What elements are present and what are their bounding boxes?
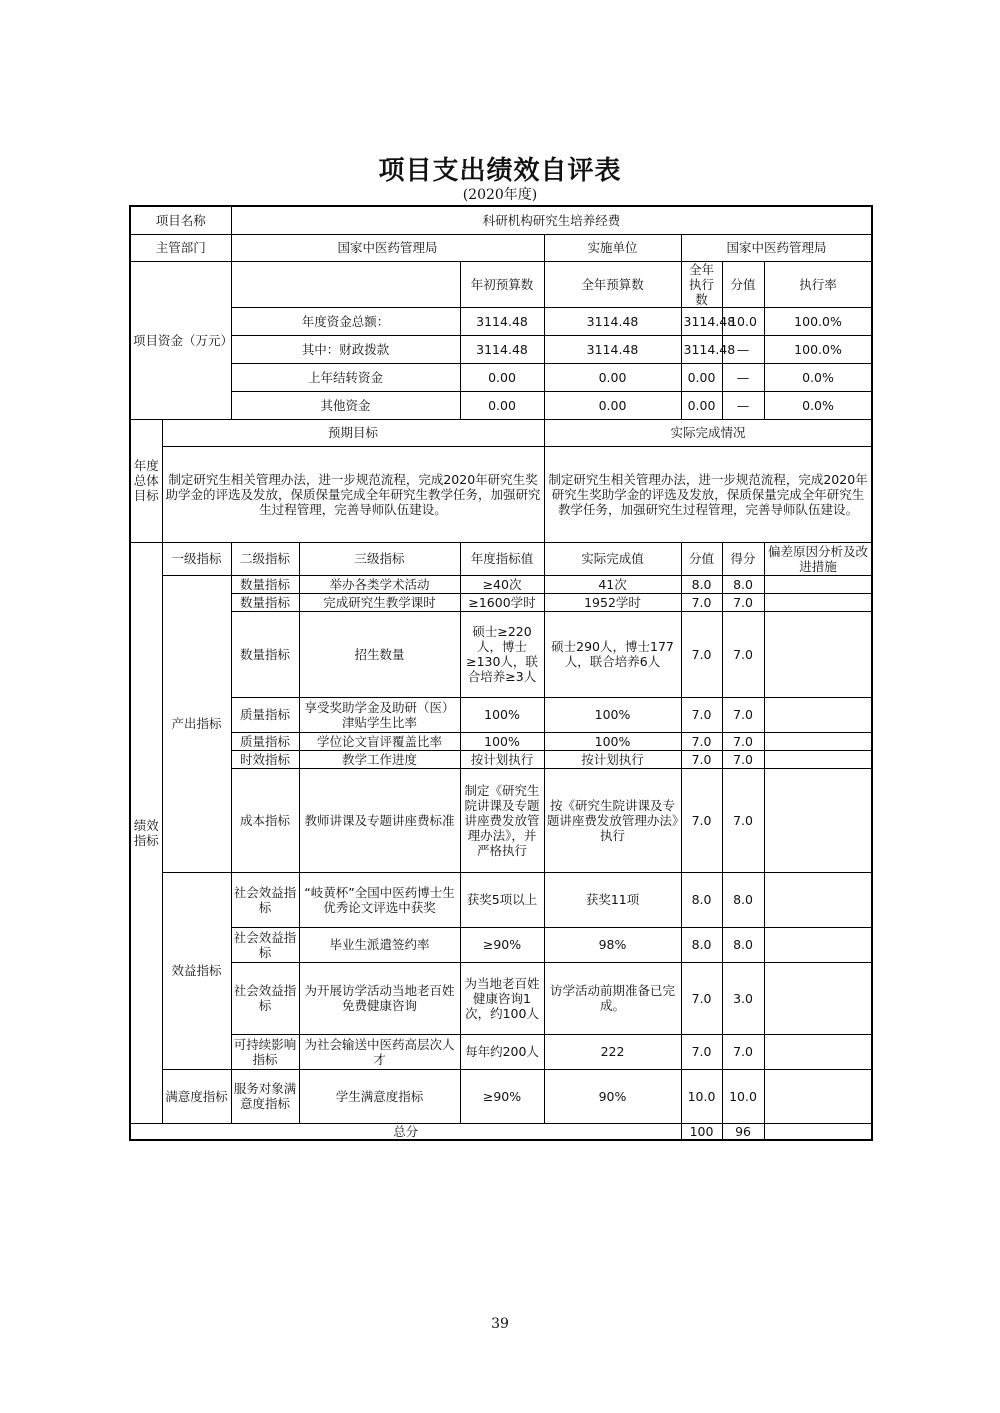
indicator-note — [764, 593, 872, 611]
indicator-note — [764, 962, 872, 1034]
funds-annual: 3114.48 — [544, 335, 681, 363]
impl-label: 实施单位 — [544, 234, 681, 261]
dept-label: 主管部门 — [130, 234, 231, 261]
indicator-actual: 100% — [544, 732, 681, 750]
project-name-row — [130, 206, 872, 234]
funds-score-value: 10.0 — [722, 307, 764, 335]
indicator-target: 100% — [460, 732, 544, 750]
project-name-value: 科研机构研究生培养经费 — [231, 206, 872, 234]
indicator-target: ≥90% — [460, 1069, 544, 1123]
group-satisfaction-label: 满意度指标 — [162, 1069, 231, 1123]
funds-row-name: 其中：财政拨款 — [231, 335, 460, 363]
indicator-level3: 举办各类学术活动 — [299, 575, 460, 593]
indicator-row — [130, 697, 872, 732]
indicator-score: 7.0 — [722, 732, 764, 750]
indicator-score-value: 7.0 — [681, 768, 722, 872]
indicator-note — [764, 927, 872, 962]
indicator-level2: 数量指标 — [231, 575, 299, 593]
indicator-level2: 可持续影响指标 — [231, 1034, 299, 1069]
department-row — [130, 234, 872, 261]
goals-expected-text: 制定研究生相关管理办法，进一步规范流程，完成2020年研究生奖助学金的评选及发放，保质保量完成全年研究生教学任务，加强研究生过程管理，完善导师队伍建设。 — [162, 446, 544, 542]
indicator-level3: 学位论文盲评覆盖比率 — [299, 732, 460, 750]
indicators-label: 绩效指标 — [130, 542, 162, 1123]
indicator-level2: 质量指标 — [231, 732, 299, 750]
indicator-score: 7.0 — [722, 697, 764, 732]
total-note — [764, 1123, 872, 1140]
indicators-col-level3: 三级指标 — [299, 542, 460, 575]
funds-executed: 3114.48 — [681, 335, 722, 363]
impl-value: 国家中医药管理局 — [681, 234, 872, 261]
indicator-target: 硕士≥220人，博士≥130人，联合培养≥3人 — [460, 611, 544, 697]
indicator-row — [130, 872, 872, 927]
indicator-level3: 为开展访学活动当地老百姓免费健康咨询 — [299, 962, 460, 1034]
indicator-level3: 教师讲课及专题讲座费标准 — [299, 768, 460, 872]
funds-row — [130, 307, 872, 335]
indicators-col-level1: 一级指标 — [162, 542, 231, 575]
report-year: (2020年度) — [462, 187, 538, 203]
indicator-target: ≥90% — [460, 927, 544, 962]
indicator-note — [764, 1069, 872, 1123]
total-label: 总分 — [130, 1123, 681, 1140]
indicator-row — [130, 927, 872, 962]
indicator-actual: 访学活动前期准备已完成。 — [544, 962, 681, 1034]
funds-score-value: — — [722, 391, 764, 419]
funds-row — [130, 335, 872, 363]
indicator-score: 10.0 — [722, 1069, 764, 1123]
indicator-score-value: 7.0 — [681, 962, 722, 1034]
indicator-level2: 服务对象满意度指标 — [231, 1069, 299, 1123]
indicator-note — [764, 575, 872, 593]
indicator-score: 8.0 — [722, 872, 764, 927]
indicator-note — [764, 732, 872, 750]
indicator-row — [130, 732, 872, 750]
indicators-header-row — [130, 542, 872, 575]
indicator-score-value: 7.0 — [681, 750, 722, 768]
indicator-actual: 98% — [544, 927, 681, 962]
indicator-level3: 享受奖助学金及助研（医）津贴学生比率 — [299, 697, 460, 732]
project-name-label: 项目名称 — [130, 206, 231, 234]
indicator-target: 按计划执行 — [460, 750, 544, 768]
indicator-score: 7.0 — [722, 593, 764, 611]
indicator-row — [130, 575, 872, 593]
indicator-note — [764, 872, 872, 927]
indicators-col-target: 年度指标值 — [460, 542, 544, 575]
funds-row — [130, 363, 872, 391]
indicator-target: 制定《研究生院讲课及专题讲座费发放管理办法》，并严格执行 — [460, 768, 544, 872]
funds-header-row — [130, 261, 872, 307]
funds-rate: 100.0% — [764, 307, 872, 335]
indicator-level2: 数量指标 — [231, 593, 299, 611]
indicator-row — [130, 750, 872, 768]
indicator-score: 3.0 — [722, 962, 764, 1034]
indicator-actual: 90% — [544, 1069, 681, 1123]
indicator-score-value: 7.0 — [681, 611, 722, 697]
indicators-col-note: 偏差原因分析及改进措施 — [764, 542, 872, 575]
goals-actual-text: 制定研究生相关管理办法，进一步规范流程，完成2020年研究生奖助学金的评选及发放，保质保量完成全年研究生教学任务，加强研究生过程管理，完善导师队伍建设。 — [544, 446, 872, 542]
funds-rate: 0.0% — [764, 391, 872, 419]
funds-annual: 3114.48 — [544, 307, 681, 335]
indicator-level2: 数量指标 — [231, 611, 299, 697]
self-evaluation-table — [129, 205, 873, 1141]
goals-expected-header: 预期目标 — [162, 419, 544, 446]
indicator-level3: 完成研究生教学课时 — [299, 593, 460, 611]
funds-col-annual: 全年预算数 — [544, 261, 681, 307]
funds-col-initial: 年初预算数 — [460, 261, 544, 307]
indicator-target: ≥40次 — [460, 575, 544, 593]
indicator-actual: 41次 — [544, 575, 681, 593]
indicator-row — [130, 962, 872, 1034]
indicator-score-value: 8.0 — [681, 872, 722, 927]
funds-col-executed: 全年执行数 — [681, 261, 722, 307]
indicator-level3: 毕业生派遣签约率 — [299, 927, 460, 962]
indicator-level2: 时效指标 — [231, 750, 299, 768]
group-output-label: 产出指标 — [162, 575, 231, 872]
indicator-score-value: 7.0 — [681, 1034, 722, 1069]
indicator-actual: 222 — [544, 1034, 681, 1069]
indicator-score: 7.0 — [722, 1034, 764, 1069]
funds-col-rate: 执行率 — [764, 261, 872, 307]
indicator-level3: 为社会输送中医药高层次人才 — [299, 1034, 460, 1069]
indicator-actual: 获奖11项 — [544, 872, 681, 927]
indicator-note — [764, 768, 872, 872]
indicator-level2: 成本指标 — [231, 768, 299, 872]
funds-initial: 3114.48 — [460, 335, 544, 363]
indicator-target: 100% — [460, 697, 544, 732]
indicator-level3: “岐黄杯”全国中医药博士生优秀论文评选中获奖 — [299, 872, 460, 927]
goals-header-row — [130, 419, 872, 446]
funds-executed: 3114.48 — [681, 307, 722, 335]
funds-initial: 3114.48 — [460, 307, 544, 335]
total-score-value: 100 — [681, 1123, 722, 1140]
indicator-score: 8.0 — [722, 927, 764, 962]
funds-row-name: 年度资金总额： — [231, 307, 460, 335]
indicator-target: ≥1600学时 — [460, 593, 544, 611]
funds-annual: 0.00 — [544, 391, 681, 419]
indicator-score-value: 7.0 — [681, 593, 722, 611]
funds-rate: 0.0% — [764, 363, 872, 391]
indicator-row — [130, 768, 872, 872]
indicator-actual: 硕士290人，博士177人，联合培养6人 — [544, 611, 681, 697]
indicator-score: 7.0 — [722, 611, 764, 697]
indicator-note — [764, 750, 872, 768]
dept-value: 国家中医药管理局 — [231, 234, 544, 261]
indicator-level3: 招生数量 — [299, 611, 460, 697]
goals-label: 年度总体目标 — [130, 419, 162, 542]
indicator-level2: 社会效益指标 — [231, 962, 299, 1034]
indicator-score-value: 10.0 — [681, 1069, 722, 1123]
indicator-level3: 学生满意度指标 — [299, 1069, 460, 1123]
funds-row — [130, 391, 872, 419]
funds-executed: 0.00 — [681, 391, 722, 419]
indicator-level2: 社会效益指标 — [231, 872, 299, 927]
indicator-score: 8.0 — [722, 575, 764, 593]
indicator-score: 7.0 — [722, 750, 764, 768]
indicator-row — [130, 611, 872, 697]
group-benefit-label: 效益指标 — [162, 872, 231, 1069]
indicator-actual: 100% — [544, 697, 681, 732]
indicator-score-value: 7.0 — [681, 732, 722, 750]
indicators-col-score: 得分 — [722, 542, 764, 575]
goals-actual-header: 实际完成情况 — [544, 419, 872, 446]
funds-score-value: — — [722, 335, 764, 363]
indicator-note — [764, 1034, 872, 1069]
indicator-row — [130, 1069, 872, 1123]
funds-label: 项目资金（万元） — [130, 261, 231, 419]
indicator-row — [130, 593, 872, 611]
funds-initial: 0.00 — [460, 363, 544, 391]
indicator-score-value: 8.0 — [681, 575, 722, 593]
page-title: 项目支出绩效自评表 — [378, 156, 622, 186]
indicator-row — [130, 1034, 872, 1069]
funds-blank-header — [231, 261, 460, 307]
indicator-actual: 按计划执行 — [544, 750, 681, 768]
indicator-note — [764, 697, 872, 732]
funds-executed: 0.00 — [681, 363, 722, 391]
funds-annual: 0.00 — [544, 363, 681, 391]
goals-content-row — [130, 446, 872, 542]
funds-row-name: 上年结转资金 — [231, 363, 460, 391]
indicator-target: 为当地老百姓健康咨询1次，约100人 — [460, 962, 544, 1034]
funds-initial: 0.00 — [460, 391, 544, 419]
total-row — [130, 1123, 872, 1140]
indicators-col-level2: 二级指标 — [231, 542, 299, 575]
indicator-note — [764, 611, 872, 697]
indicators-col-actual: 实际完成值 — [544, 542, 681, 575]
indicators-col-score-value: 分值 — [681, 542, 722, 575]
indicator-actual: 1952学时 — [544, 593, 681, 611]
indicator-actual: 按《研究生院讲课及专题讲座费发放管理办法》执行 — [544, 768, 681, 872]
funds-rate: 100.0% — [764, 335, 872, 363]
indicator-score: 7.0 — [722, 768, 764, 872]
indicator-level2: 社会效益指标 — [231, 927, 299, 962]
indicator-score-value: 8.0 — [681, 927, 722, 962]
funds-col-score-value: 分值 — [722, 261, 764, 307]
total-score: 96 — [722, 1123, 764, 1140]
indicator-target: 获奖5项以上 — [460, 872, 544, 927]
funds-row-name: 其他资金 — [231, 391, 460, 419]
indicator-level2: 质量指标 — [231, 697, 299, 732]
indicator-score-value: 7.0 — [681, 697, 722, 732]
indicator-level3: 教学工作进度 — [299, 750, 460, 768]
funds-score-value: — — [722, 363, 764, 391]
page-number: 39 — [491, 1316, 509, 1332]
indicator-target: 每年约200人 — [460, 1034, 544, 1069]
